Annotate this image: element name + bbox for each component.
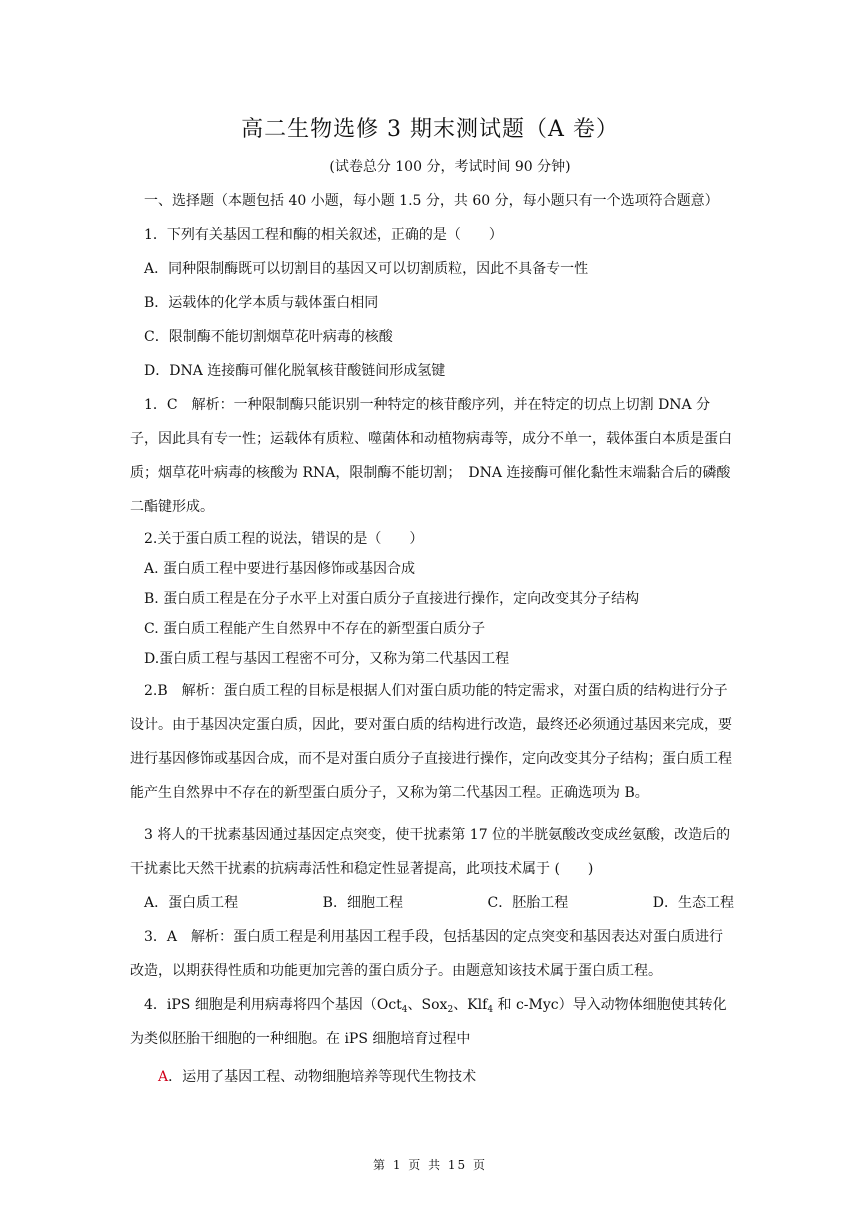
question-2-option-d: D.蛋白质工程与基因工程密不可分，又称为第二代基因工程	[144, 651, 510, 667]
question-1-stem: 1．下列有关基因工程和酶的相关叙述，正确的是（ ）	[144, 227, 503, 243]
question-3-answer: 3．A 解析：蛋白质工程是利用基因工程手段，包括基因的定点突变和基因表达对蛋白质进行改造，以期获得性质和功能更加完善的蛋白质分子。由题意知该技术属于蛋白质工程。	[130, 929, 724, 979]
question-2-option-a: A. 蛋白质工程中要进行基因修饰或基因合成	[144, 561, 416, 577]
question-4-stem: 4．iPS 细胞是利用病毒将四个基因（Oct$_4$、Sox$_2$、Klf$_4$ 和 c-Myc）导入动物体细胞使其转化为类似胚胎干细胞的一种细胞。在 iPS 细胞培育过程中	[130, 997, 727, 1047]
question-1-option-b: B．运载体的化学本质与载体蛋白相同	[144, 295, 379, 311]
section-heading: 一、选择题（本题包括 40 小题，每小题 1.5 分，共 60 分，每小题只有一个选项符合题意）	[144, 193, 719, 209]
question-3-options	[130, 886, 734, 920]
question-3-stem: 3 将人的干扰素基因通过基因定点突变，使干扰素第 17 位的半胱氨酸改变成丝氨酸，改造后的干扰素比天然干扰素的抗病毒活性和稳定性显著提高，此项技术属于 ( )	[130, 827, 731, 877]
option-letter-a: A	[158, 1069, 169, 1085]
question-3-option-b: B．细胞工程	[322, 895, 403, 911]
question-1-option-c: C．限制酶不能切割烟草花叶病毒的核酸	[144, 329, 393, 345]
question-2-stem: 2.关于蛋白质工程的说法，错误的是（ ）	[144, 531, 424, 547]
question-2-option-b: B. 蛋白质工程是在分子水平上对蛋白质分子直接进行操作，定向改变其分子结构	[144, 591, 640, 607]
question-1-answer: 1．C 解析：一种限制酶只能识别一种特定的核苷酸序列，并在特定的切点上切割 DNA 分子，因此具有专一性；运载体有质粒、噬菌体和动植物病毒等，成分不单一，载体蛋白本质是蛋白质；烟草花叶病毒的核酸为 RNA，限制酶不能切割； DNA 连接酶可催化黏性末端黏合后的磷酸二酯键形成。	[130, 397, 732, 515]
page-title: 高二生物选修 3 期末测试题（A 卷）	[241, 117, 619, 142]
question-1-option-d: D．DNA 连接酶可催化脱氧核苷酸链间形成氢键	[144, 363, 446, 379]
page-footer: 第 1 页 共 15 页	[373, 1158, 487, 1172]
question-2-option-c: C. 蛋白质工程能产生自然界中不存在的新型蛋白质分子	[144, 621, 486, 637]
question-3-option-a: A．蛋白质工程	[144, 895, 239, 911]
page-subtitle: (试卷总分 100 分，考试时间 90 分钟)	[329, 159, 571, 175]
question-2-answer: 2.B 解析：蛋白质工程的目标是根据人们对蛋白质功能的特定需求，对蛋白质的结构进行分子设计。由于基因决定蛋白质，因此，要对蛋白质的结构进行改造，最终还必须通过基因来完成，要进行基因修饰或基因合成，而不是对蛋白质分子直接进行操作，定向改变其分子结构；蛋白质工程能产生自然界中不存在的新型蛋白质分子，又称为第二代基因工程。正确选项为 B。	[130, 683, 732, 801]
question-3-option-d: D．生态工程	[652, 895, 734, 911]
document-body	[130, 184, 734, 1094]
question-4-option-a: A．运用了基因工程、动物细胞培养等现代生物技术	[158, 1069, 477, 1085]
question-1-option-a: A．同种限制酶既可以切割目的基因又可以切割质粒，因此不具备专一性	[144, 261, 589, 277]
question-3-option-c: C．胚胎工程	[487, 895, 569, 911]
